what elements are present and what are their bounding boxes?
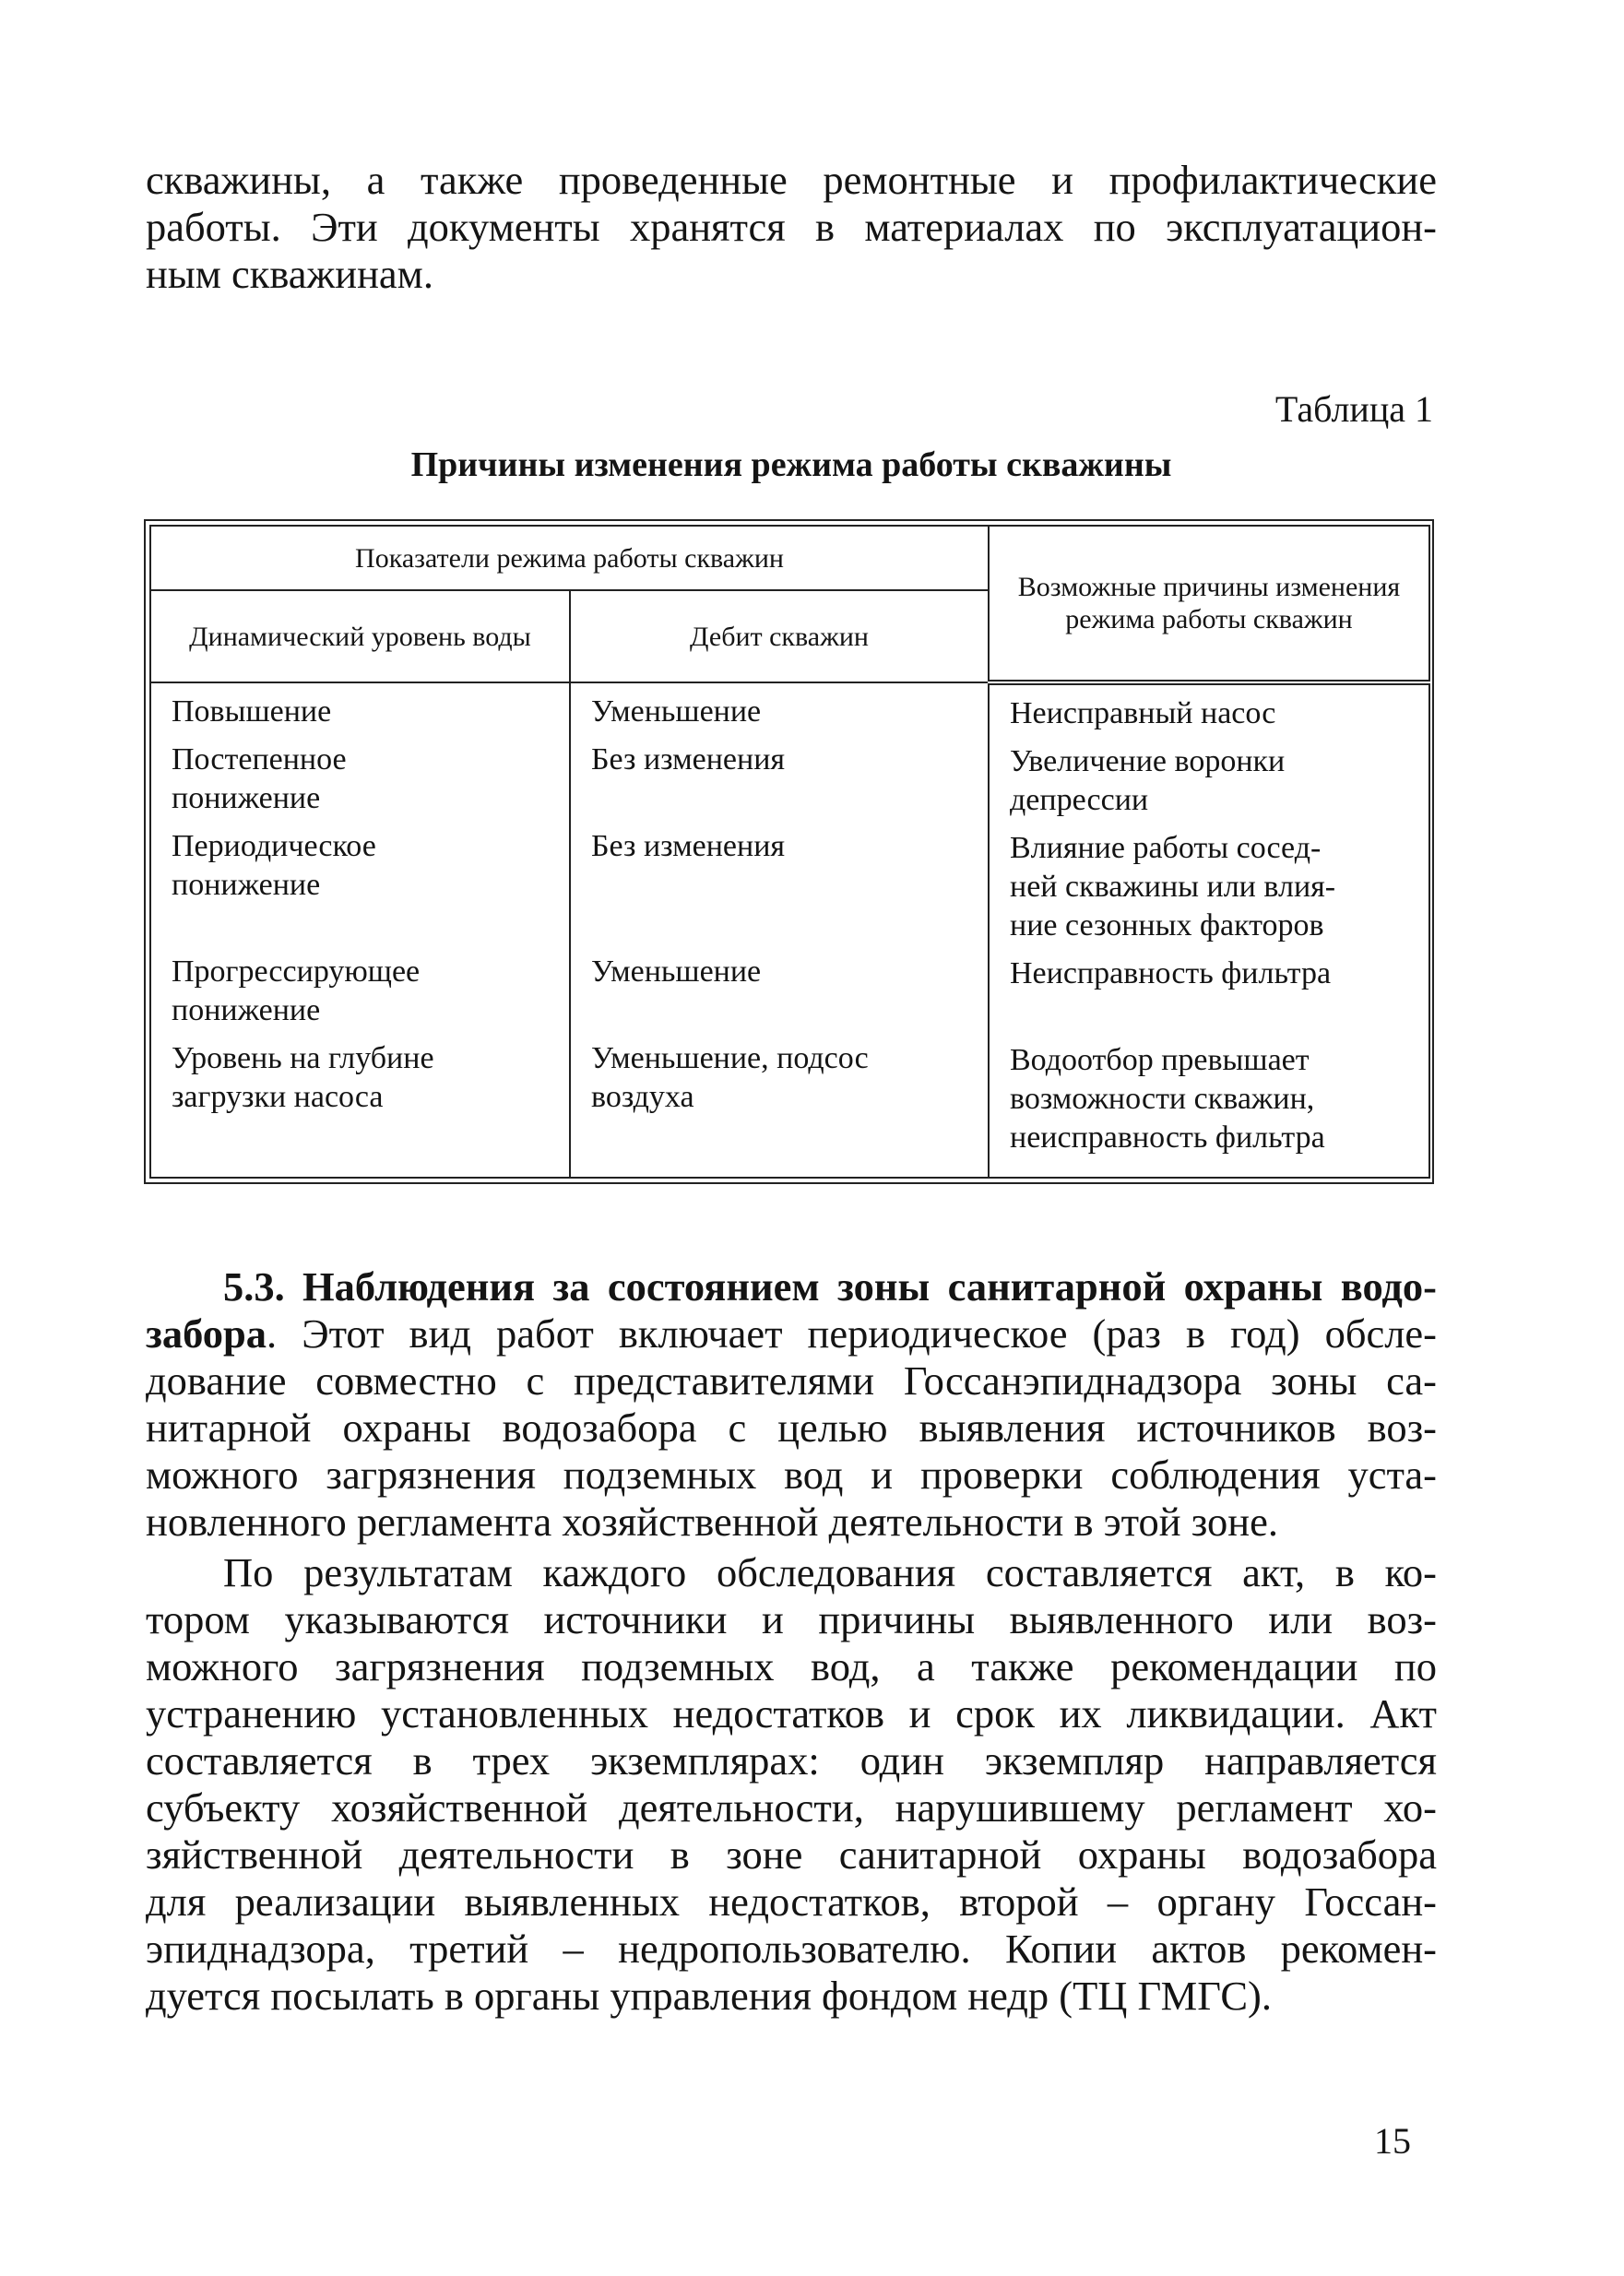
- section-line: новленного регламента хозяйственной деятельности в этой зоне.: [146, 1499, 1278, 1545]
- table-row: Уменьшение: [591, 694, 762, 729]
- table-label: Таблица 1: [1274, 388, 1433, 430]
- table-row: Влияние работы сосед- ней скважины или влия- ние сезонных факторов: [1010, 831, 1336, 942]
- table-row: Повышение: [172, 694, 332, 729]
- section-line: нитарной охраны водозабора с целью выявления источников воз-: [146, 1405, 1437, 1451]
- table-row: Уровень на глубине загрузки насоса: [172, 1041, 434, 1114]
- table-row: Неисправность фильтра: [1010, 956, 1332, 990]
- paragraph-line: для реализации выявленных недостатков, второй – органу Госсан-: [146, 1879, 1437, 1925]
- intro-line: ным скважинам.: [146, 251, 433, 297]
- table-row: Неисправный насос: [1010, 696, 1276, 730]
- intro-paragraph: [146, 157, 1437, 298]
- header-debit: Дебит скважин: [570, 590, 989, 682]
- paragraph-line: устранению установленных недостатков и срок их ликвидации. Акт: [146, 1690, 1437, 1737]
- section-heading: 5.3. Наблюдения за состоянием зоны санитарной охраны водо-: [223, 1263, 1437, 1310]
- paragraph-line: субъекту хозяйственной деятельности, нарушившему регламент хо-: [146, 1784, 1437, 1831]
- table-row: Уменьшение, подсос воздуха: [591, 1041, 869, 1114]
- page-number: 15: [1374, 2120, 1411, 2162]
- paragraph-line: По результатам каждого обследования составляется акт, в ко-: [223, 1549, 1437, 1595]
- header-causes: Возможные причины изменения режима работы скважин: [989, 526, 1429, 682]
- table-frame: [144, 519, 1434, 1184]
- table-row: Периодическое понижение: [172, 829, 376, 902]
- table-row: Водоотбор превышает возможности скважин, неисправность фильтра: [1010, 1043, 1325, 1155]
- header-level: Динамический уровень воды: [150, 590, 570, 682]
- table-row: Увеличение воронки депрессии: [1010, 744, 1286, 817]
- table-row: Уменьшение: [591, 954, 762, 989]
- causes-column: [989, 682, 1429, 1178]
- causes-table: [149, 525, 1430, 1179]
- table-row: Прогрессирующее понижение: [172, 954, 421, 1027]
- table-title: Причины изменения режима работы скважины: [410, 445, 1172, 484]
- paragraph-line: составляется в трех экземплярах: один экземпляр направляется: [146, 1737, 1437, 1784]
- table-row: Постепенное понижение: [172, 742, 347, 815]
- paragraph-line: можного загрязнения подземных вод, а также рекомендации по: [146, 1643, 1437, 1689]
- paragraph-line: зяйственной деятельности в зоне санитарной охраны водозабора: [146, 1831, 1437, 1878]
- table-row: Без изменения: [591, 742, 786, 776]
- group-header: Показатели режима работы скважин: [150, 526, 989, 590]
- paragraph-line: дуется посылать в органы управления фондом недр (ТЦ ГМГС).: [146, 1973, 1272, 2019]
- section-5-3: [146, 1263, 1437, 1546]
- section-heading-end: забора: [146, 1310, 267, 1357]
- level-column: [150, 682, 570, 1178]
- intro-line: работы. Эти документы хранятся в материалах по эксплуатацион-: [146, 204, 1437, 250]
- debit-column: [570, 682, 989, 1178]
- table-row: Без изменения: [591, 829, 786, 863]
- intro-line: скважины, а также проведенные ремонтные и профилактические: [146, 157, 1437, 203]
- paragraph-line: эпиднадзора, третий – недропользователю. Копии актов рекомен-: [146, 1926, 1437, 1972]
- section-line: дование совместно с представителями Госсанэпиднадзора зоны са-: [146, 1357, 1437, 1404]
- paragraph-2: [146, 1549, 1437, 2020]
- paragraph-line: тором указываются источники и причины выявленного или воз-: [146, 1596, 1437, 1642]
- section-line: можного загрязнения подземных вод и проверки соблюдения уста-: [146, 1452, 1437, 1498]
- section-line: забора. Этот вид работ включает периодическое (раз в год) обсле-: [146, 1310, 1437, 1357]
